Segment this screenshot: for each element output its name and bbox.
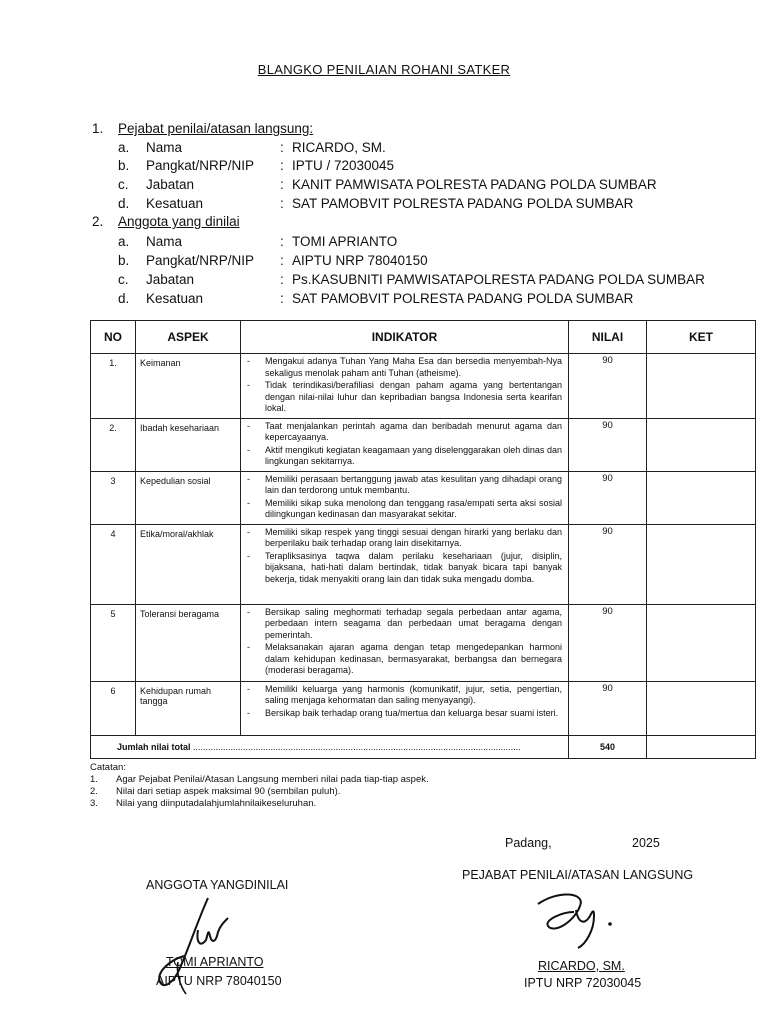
row-colon: :: [280, 234, 284, 249]
signing-year: 2025: [632, 836, 660, 850]
cell-ket: [647, 681, 756, 735]
row-colon: :: [280, 272, 284, 287]
row-value: SAT PAMOBVIT POLRESTA PADANG POLDA SUMBAR: [292, 196, 634, 211]
cell-ket: [647, 354, 756, 419]
indicator-item: [247, 474, 562, 497]
indicator-item: [247, 527, 562, 550]
row-value: RICARDO, SM.: [292, 140, 386, 155]
row-letter: d.: [118, 291, 130, 306]
row-letter: d.: [118, 196, 130, 211]
section-number: 1.: [92, 121, 104, 136]
indicator-text: Taat menjalankan perintah agama dan beribadah menurut agama dan kepercayaanya.: [265, 420, 562, 442]
cell-indikator: [241, 604, 569, 681]
header-no: NO: [91, 321, 136, 354]
member-signature-name: TOMI APRIANTO: [166, 955, 264, 969]
total-label: Jumlah nilai total: [117, 741, 191, 752]
cell-no: 3: [91, 471, 136, 524]
bullet-dash: -: [247, 356, 250, 366]
header-indikator: INDIKATOR: [241, 321, 569, 354]
row-value: KANIT PAMWISATA POLRESTA PADANG POLDA SUMBAR: [292, 177, 657, 192]
cell-ket: [647, 735, 756, 758]
row-colon: :: [280, 196, 284, 211]
row-letter: a.: [118, 140, 130, 155]
cell-nilai: 90: [569, 354, 647, 419]
total-label-cell: [91, 735, 569, 758]
indicator-item: [247, 684, 562, 707]
cell-aspek: Kepedulian sosial: [136, 471, 241, 524]
indicator-text: Aktif mengikuti kegiatan keagamaan yang diselenggarakan oleh dinas dan lingkungan sekitarnya.: [265, 444, 562, 466]
table-row: [91, 604, 756, 681]
row-value: AIPTU NRP 78040150: [292, 253, 428, 268]
cell-ket: [647, 418, 756, 471]
document-title: BLANGKO PENILAIAN ROHANI SATKER: [257, 62, 511, 77]
indicator-text: Bersikap baik terhadap orang tua/mertua dan keluarga besar suami isteri.: [265, 707, 559, 718]
cell-indikator: [241, 681, 569, 735]
note-number: 2.: [90, 786, 98, 797]
cell-nilai: 90: [569, 471, 647, 524]
cell-no: 2.: [91, 418, 136, 471]
indicator-item: [247, 421, 562, 444]
total-value: 540: [569, 735, 647, 758]
bullet-dash: -: [247, 683, 250, 694]
bullet-dash: -: [247, 473, 250, 484]
indicator-item: [247, 445, 562, 468]
bullet-dash: -: [247, 707, 250, 718]
bullet-dash: -: [247, 550, 250, 561]
note-number: 1.: [90, 774, 98, 785]
cell-ket: [647, 524, 756, 604]
row-field: Nama: [146, 140, 183, 155]
row-letter: b.: [118, 253, 130, 268]
evaluator-signature-name: RICARDO, SM.: [538, 959, 625, 973]
table-row: [91, 354, 756, 419]
indicator-text: Memiliki sikap suka menolong dan tenggang rasa/empati serta aksi sosial dilingkungan kedinasan dan masyarakat sekitar.: [265, 497, 562, 519]
note-item: [90, 798, 429, 810]
indicator-text: Mengakui adanya Tuhan Yang Maha Esa dan bersedia menyembah-Nya sekaligus menolak paham anti Tuhan (atheisme).: [265, 356, 562, 378]
cell-no: 1.: [91, 354, 136, 419]
section-number: 2.: [92, 214, 104, 229]
row-field: Jabatan: [146, 177, 195, 192]
cell-aspek: Kehidupan rumah tangga: [136, 681, 241, 735]
row-field: Kesatuan: [146, 196, 204, 211]
row-field: Jabatan: [146, 272, 195, 287]
cell-nilai: 90: [569, 524, 647, 604]
cell-ket: [647, 604, 756, 681]
row-value: SAT PAMOBVIT POLRESTA PADANG POLDA SUMBAR: [292, 291, 634, 306]
cell-aspek: Toleransi beragama: [136, 604, 241, 681]
notes: [90, 762, 429, 810]
row-letter: c.: [118, 272, 129, 287]
evaluator-signature-icon: [528, 882, 638, 952]
row-colon: :: [280, 158, 284, 173]
note-text: Nilai dari setiap aspek maksimal 90 (sembilan puluh).: [116, 786, 341, 797]
bullet-dash: -: [247, 526, 250, 537]
cell-no: 6: [91, 681, 136, 735]
cell-aspek: Keimanan: [136, 354, 241, 419]
table-row: [91, 681, 756, 735]
row-letter: c.: [118, 177, 129, 192]
bullet-dash: -: [247, 420, 250, 431]
cell-nilai: 90: [569, 418, 647, 471]
header-nilai: NILAI: [569, 321, 647, 354]
header-ket: KET: [647, 321, 756, 354]
bullet-dash: -: [247, 380, 250, 390]
cell-nilai: 90: [569, 681, 647, 735]
row-value: Ps.KASUBNITI PAMWISATAPOLRESTA PADANG POLDA SUMBAR: [292, 272, 705, 287]
cell-aspek: Etika/moral/akhlak: [136, 524, 241, 604]
table-header-row: [91, 321, 756, 354]
indicator-item: [247, 708, 562, 720]
header-aspek: ASPEK: [136, 321, 241, 354]
indicator-text: Bersikap saling meghormati terhadap segala perbedaan antar agama, perbedaan intern seagama dan perbedaan umat beragama dengan pemerintah.: [265, 606, 562, 640]
bullet-dash: -: [247, 497, 250, 508]
row-letter: a.: [118, 234, 130, 249]
evaluator-signature-nrp: IPTU NRP 72030045: [524, 976, 642, 990]
bullet-dash: -: [247, 642, 250, 652]
indicator-text: Melaksanakan ajaran agama dengan tetap mengedepankan harmoni dalam kehidupan kedinasan, bermasyarakat, berbangsa dan bernegara (moderasi beragama).: [265, 642, 562, 675]
cell-indikator: [241, 471, 569, 524]
bullet-dash: -: [247, 444, 250, 455]
cell-aspek: Ibadah kesehariaan: [136, 418, 241, 471]
note-item: [90, 774, 429, 786]
row-field: Kesatuan: [146, 291, 204, 306]
row-letter: b.: [118, 158, 130, 173]
member-signature-nrp: AIPTU NRP 78040150: [156, 974, 282, 988]
cell-no: 5: [91, 604, 136, 681]
row-colon: :: [280, 177, 284, 192]
indicator-text: Memiliki perasaan bertanggung jawab atas kesulitan yang dihadapi orang lain dan terdorong untuk membantu.: [265, 473, 562, 495]
row-field: Pangkat/NRP/NIP: [146, 158, 255, 173]
bullet-dash: -: [247, 606, 250, 617]
table-row: [91, 418, 756, 471]
row-colon: :: [280, 291, 284, 306]
indicator-item: [247, 607, 562, 642]
total-dots: ...................................................................................................................................: [193, 741, 521, 752]
cell-no: 4: [91, 524, 136, 604]
row-colon: :: [280, 253, 284, 268]
evaluator-signature-title: PEJABAT PENILAI/ATASAN LANGSUNG: [462, 868, 694, 882]
indicator-item: [247, 380, 562, 415]
note-text: Agar Pejabat Penilai/Atasan Langsung memberi nilai pada tiap-tiap aspek.: [116, 774, 429, 785]
row-field: Nama: [146, 234, 183, 249]
member-signature-title: ANGGOTA YANGDINILAI: [146, 878, 289, 892]
row-field: Pangkat/NRP/NIP: [146, 253, 255, 268]
notes-heading: Catatan:: [90, 762, 126, 773]
section-label: Pejabat penilai/atasan langsung:: [118, 121, 314, 136]
cell-indikator: [241, 354, 569, 419]
indicator-item: [247, 356, 562, 379]
row-value: TOMI APRIANTO: [292, 234, 398, 249]
signing-place: Padang,: [505, 836, 552, 850]
row-colon: :: [280, 140, 284, 155]
table-row: [91, 524, 756, 604]
note-text: Nilai yang diinputadalahjumlahnilaikeseluruhan.: [116, 798, 317, 809]
cell-indikator: [241, 524, 569, 604]
indicator-text: Memiliki keluarga yang harmonis (komunikatif, jujur, setia, pengertian, saling menjaga kehormatan dan saling menyayangi).: [265, 683, 562, 705]
cell-indikator: [241, 418, 569, 471]
cell-nilai: 90: [569, 604, 647, 681]
row-value: IPTU / 72030045: [292, 158, 395, 173]
indicator-text: Terapliksasinya taqwa dalam perilaku kesehariaan (jujur, disiplin, bijaksana, hati-hati dalam bertindak, tidak banyak bicara tapi banyak bekerja, tidak menyakiti orang lain dan tidak suka mengadu domba.: [265, 550, 562, 584]
indicator-item: [247, 642, 562, 677]
indicator-item: [247, 551, 562, 586]
note-number: 3.: [90, 798, 98, 809]
assessment-table: [90, 320, 756, 759]
note-item: [90, 786, 429, 798]
indicator-text: Memiliki sikap respek yang tinggi sesuai dengan hirarki yang berlaku dan berperilaku baik terhadap orang lain disekitarnya.: [265, 526, 562, 548]
table-row: [91, 471, 756, 524]
total-row: [91, 735, 756, 758]
indicator-item: [247, 498, 562, 521]
cell-ket: [647, 471, 756, 524]
indicator-text: Tidak terindikasi/berafiliasi dengan paham agama yang bertentangan dengan nilai-nilai luhur dan kepribadian bangsa Indonesia serta kearifan lokal.: [265, 380, 562, 413]
section-label: Anggota yang dinilai: [118, 214, 240, 229]
